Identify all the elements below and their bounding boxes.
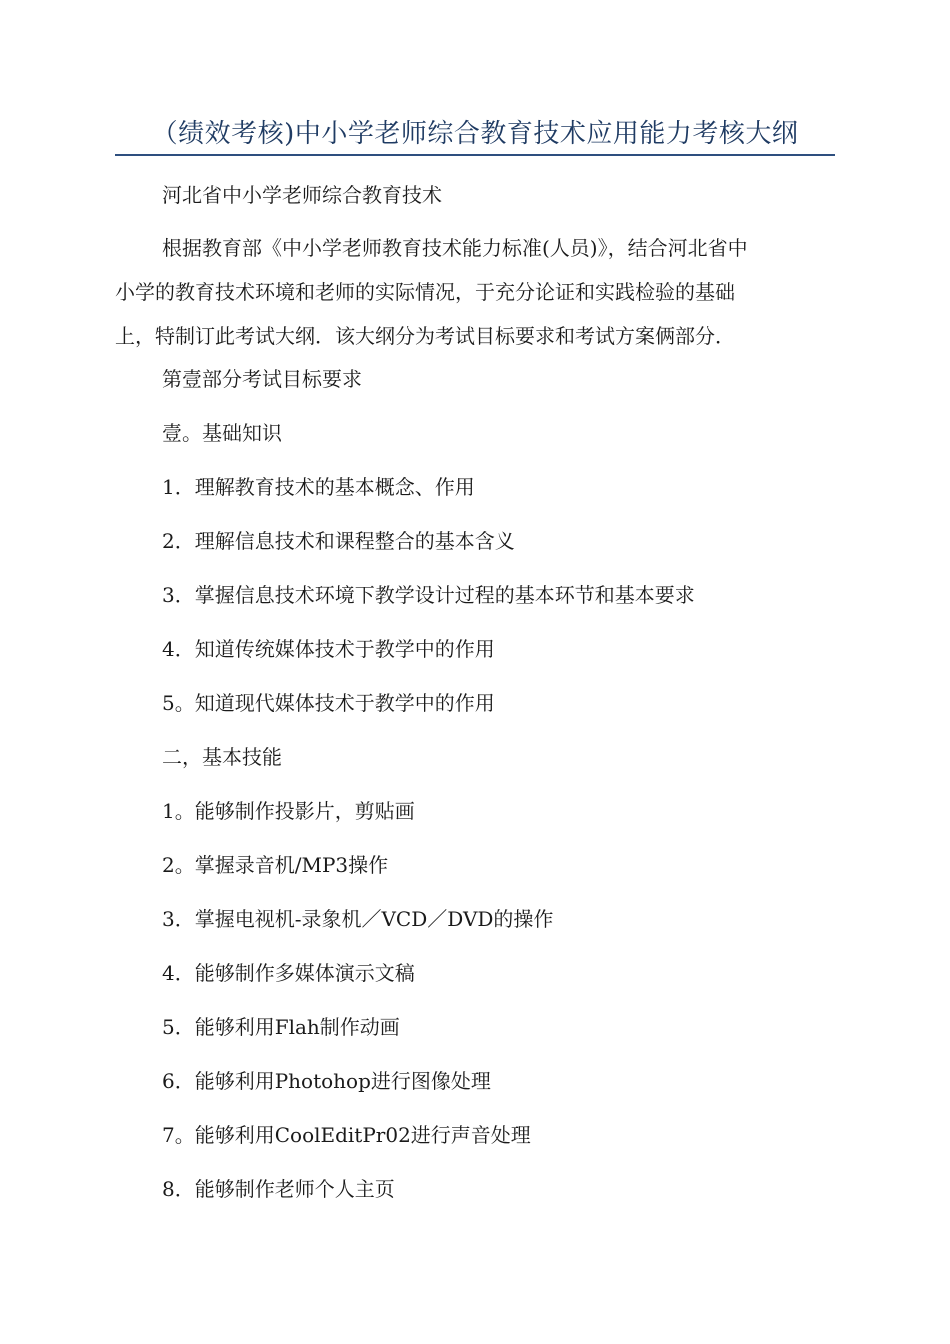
list-item: 4．能够制作多媒体演示文稿 xyxy=(162,961,415,985)
list-item: 5．能够利用Flah制作动画 xyxy=(162,1015,400,1039)
list-item: 2．理解信息技术和课程整合的基本含义 xyxy=(162,529,515,553)
section-heading: 壹。基础知识 xyxy=(162,421,282,445)
list-item: 6．能够利用Photohop进行图像处理 xyxy=(162,1069,491,1093)
intro-line: 上，特制订此考试大纲．该大纲分为考试目标要求和考试方案俩部分． xyxy=(115,324,735,348)
list-item: 7。能够利用CoolEditPr02进行声音处理 xyxy=(162,1123,531,1147)
list-item: 8．能够制作老师个人主页 xyxy=(162,1177,395,1201)
intro-line: 小学的教育技术环境和老师的实际情况，于充分论证和实践检验的基础 xyxy=(115,280,735,304)
list-item: 2。掌握录音机/MP3操作 xyxy=(162,853,389,877)
document-subtitle: 河北省中小学老师综合教育技术 xyxy=(162,183,442,207)
list-item: 1．理解教育技术的基本概念、作用 xyxy=(162,475,475,499)
title-underline xyxy=(115,154,835,156)
section-heading: 二，基本技能 xyxy=(162,745,282,769)
list-item: 4．知道传统媒体技术于教学中的作用 xyxy=(162,637,495,661)
list-item: 5。知道现代媒体技术于教学中的作用 xyxy=(162,691,495,715)
list-item: 3．掌握电视机-录象机／VCD／DVD的操作 xyxy=(162,907,554,931)
intro-line: 根据教育部《中小学老师教育技术能力标准(人员)》，结合河北省中 xyxy=(162,236,748,260)
part-heading: 第壹部分考试目标要求 xyxy=(162,367,362,391)
document-title: （绩效考核)中小学老师综合教育技术应用能力考核大纲 xyxy=(151,119,799,149)
list-item: 3．掌握信息技术环境下教学设计过程的基本环节和基本要求 xyxy=(162,583,695,607)
intro-paragraph xyxy=(115,226,835,358)
list-item: 1。能够制作投影片，剪贴画 xyxy=(162,799,415,823)
